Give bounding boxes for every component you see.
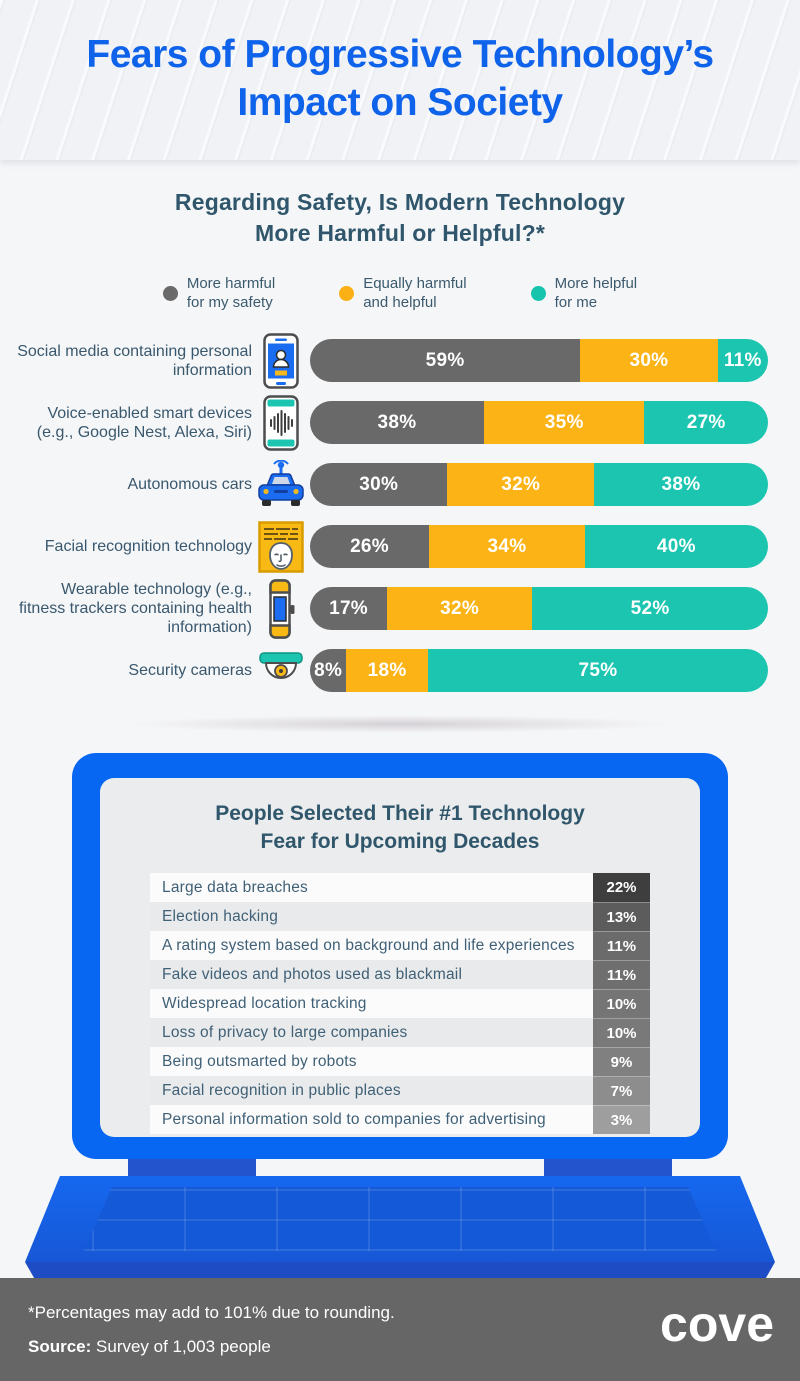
header-banner: [0, 0, 800, 160]
bar-row-autonomous-cars: [16, 463, 768, 506]
bar-row-voice-devices: [16, 401, 768, 444]
table-cell-label: Being outsmarted by robots: [162, 1052, 357, 1070]
row-label: Facial recognition technology: [44, 538, 252, 555]
security-camera-icon: [252, 650, 310, 692]
table-row: [150, 902, 650, 931]
row-label: Autonomous cars: [127, 476, 252, 493]
bar-row-facial-recognition: [16, 525, 768, 568]
bar-segment-helpful: 75%: [428, 649, 768, 692]
row-label: Wearable technology (e.g., fitness trackers containing health information): [18, 581, 252, 636]
bar-segment-helpful: 52%: [532, 587, 768, 630]
source-text: Survey of 1,003 people: [91, 1337, 271, 1356]
table-cell-value: 10%: [593, 1018, 650, 1047]
bar-segment-equal: 32%: [447, 463, 594, 506]
table-cell-value: 7%: [593, 1076, 650, 1105]
stacked-bar: [310, 525, 768, 568]
bar-segment-equal: 35%: [484, 401, 644, 444]
smartphone-profile-icon: [252, 333, 310, 389]
stacked-bar: [310, 339, 768, 382]
bar-segment-equal: 30%: [580, 339, 717, 382]
section-shadow: [40, 711, 760, 737]
autonomous-car-icon: [252, 460, 310, 510]
table-row: [150, 1105, 650, 1134]
table-cell-label: Loss of privacy to large companies: [162, 1023, 408, 1041]
laptop-keyboard-keys: [0, 1187, 800, 1251]
bar-segment-harmful: 59%: [310, 339, 580, 382]
bar-row-social-media: [16, 339, 768, 382]
stacked-bar: [310, 587, 768, 630]
page-title: [0, 31, 800, 127]
table-cell-label: Large data breaches: [162, 878, 308, 896]
laptop-hinges: [0, 1159, 800, 1176]
fears-table-title: People Selected Their #1 Technology Fear for Upcoming Decades: [215, 802, 585, 853]
table-cell-label: Personal information sold to companies for advertising: [162, 1110, 546, 1128]
stacked-bar: [310, 463, 768, 506]
table-cell-value: 11%: [593, 960, 650, 989]
legend-dot-harmful-icon: [163, 286, 178, 301]
bar-segment-equal: 32%: [387, 587, 532, 630]
chart-title: Regarding Safety, Is Modern Technology More Harmful or Helpful?*: [174, 189, 626, 246]
laptop-illustration: [0, 753, 800, 1288]
table-row: [150, 1047, 650, 1076]
laptop-keyboard-deck: [0, 1176, 800, 1262]
table-row: [150, 989, 650, 1018]
table-row: [150, 1018, 650, 1047]
legend-item-harmful: More harmful for my safety: [163, 274, 275, 312]
row-label: Social media containing personal information: [17, 342, 252, 379]
table-row: [150, 960, 650, 989]
laptop-hinge-left: [128, 1159, 256, 1176]
legend-dot-helpful-icon: [531, 286, 546, 301]
row-label: Security cameras: [128, 662, 252, 679]
table-row: [150, 1076, 650, 1105]
table-cell-label: Fake videos and photos used as blackmail: [162, 965, 463, 983]
row-label: Voice-enabled smart devices (e.g., Google Nest, Alexa, Siri): [36, 404, 252, 441]
bar-row-wearable-tech: [16, 581, 768, 636]
cove-logo: cove: [660, 1296, 774, 1352]
table-cell-label: Election hacking: [162, 907, 279, 925]
table-cell-value: 13%: [593, 902, 650, 931]
bar-segment-helpful: 11%: [718, 339, 768, 382]
table-cell-value: 9%: [593, 1047, 650, 1076]
stacked-bar: [310, 649, 768, 692]
bar-segment-harmful: 26%: [310, 525, 429, 568]
bar-segment-equal: 18%: [346, 649, 428, 692]
bar-segment-harmful: 17%: [310, 587, 387, 630]
bar-segment-helpful: 40%: [585, 525, 768, 568]
bar-segment-helpful: 38%: [594, 463, 768, 506]
facial-recognition-icon: [252, 521, 310, 573]
bar-segment-harmful: 8%: [310, 649, 346, 692]
bar-row-security-cameras: [16, 649, 768, 692]
page-title-line2: Impact on Society: [237, 81, 563, 124]
laptop-hinge-right: [544, 1159, 672, 1176]
table-cell-label: Widespread location tracking: [162, 994, 367, 1012]
table-cell-value: 22%: [593, 873, 650, 902]
bar-rows: [0, 339, 800, 692]
source-label: Source:: [28, 1337, 92, 1356]
table-cell-label: Facial recognition in public places: [162, 1081, 401, 1099]
table-row: [150, 931, 650, 960]
table-cell-value: 3%: [593, 1105, 650, 1134]
footnote: *Percentages may add to 101% due to rounding.: [28, 1303, 395, 1322]
table-cell-label: A rating system based on background and life experiences: [162, 936, 575, 954]
bar-segment-equal: 34%: [429, 525, 585, 568]
fitness-tracker-icon: [252, 579, 310, 639]
bar-segment-harmful: 38%: [310, 401, 484, 444]
table-row: [150, 873, 650, 902]
stacked-bar: [310, 401, 768, 444]
chart-legend: [0, 274, 800, 312]
footer: [0, 1278, 800, 1381]
fears-table: [150, 873, 650, 1134]
voice-assistant-phone-icon: [252, 395, 310, 451]
legend-item-helpful: More helpful for me: [531, 274, 638, 312]
survey-chart-section: [0, 160, 800, 737]
legend-item-equal: Equally harmful and helpful: [339, 274, 466, 312]
bar-segment-helpful: 27%: [644, 401, 768, 444]
laptop-screen-frame: [72, 753, 728, 1159]
bar-segment-harmful: 30%: [310, 463, 447, 506]
table-cell-value: 11%: [593, 931, 650, 960]
legend-dot-equal-icon: [339, 286, 354, 301]
laptop-screen: [100, 778, 700, 1137]
table-cell-value: 10%: [593, 989, 650, 1018]
page-title-line1: Fears of Progressive Technology’s: [86, 33, 714, 76]
